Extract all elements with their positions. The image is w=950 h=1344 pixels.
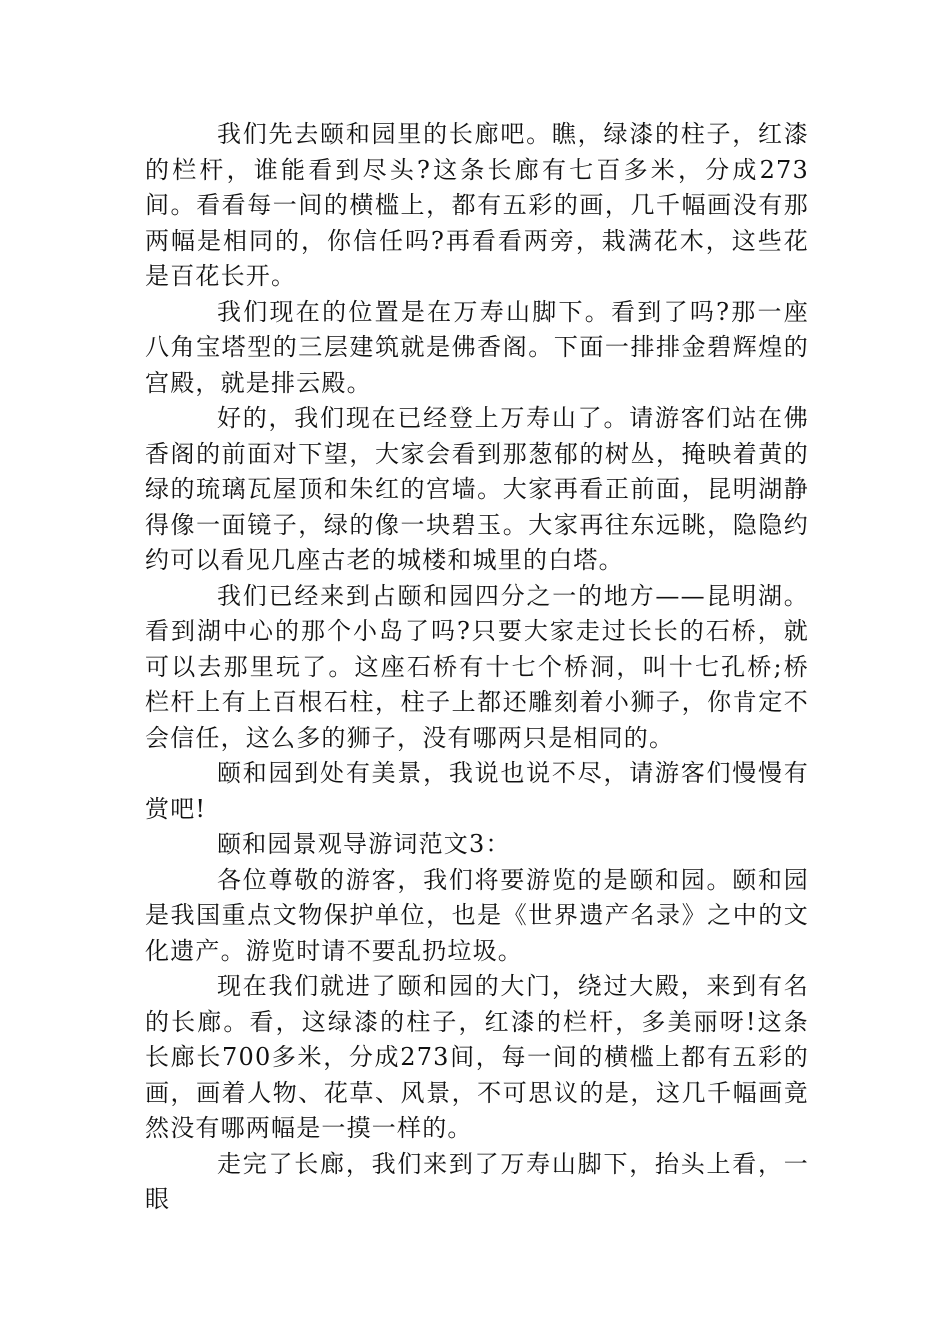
paragraph-hill-view: 好的，我们现在已经登上万寿山了。请游客们站在佛香阁的前面对下望，大家会看到那葱郁的树丛，掩映着黄的绿的琉璃瓦屋顶和朱红的宫墙。大家再看正前面，昆明湖静得像一面镜子，绿的像一块碧玉。大家再往东远眺，隐隐约约可以看见几座古老的城楼和城里的白塔。 bbox=[145, 404, 809, 574]
paragraph-long-corridor: 我们先去颐和园里的长廊吧。瞧，绿漆的柱子，红漆的栏杆，谁能看到尽头?这条长廊有七百多米，分成273间。看看每一间的横槛上，都有五彩的画，几千幅画没有那两幅是相同的，你信任吗?再看看两旁，栽满花木，这些花是百花长开。 bbox=[145, 120, 809, 290]
paragraph-entrance: 现在我们就进了颐和园的大门，绕过大殿，来到有名的长廊。看，这绿漆的柱子，红漆的栏杆，多美丽呀!这条长廊长700多米，分成273间，每一间的横槛上都有五彩的画，画着人物、花草、风景，不可思议的是，这几千幅画竟然没有哪两幅是一摸一样的。 bbox=[145, 972, 809, 1142]
document-body bbox=[145, 117, 809, 1218]
paragraph-hill-approach: 走完了长廊，我们来到了万寿山脚下，抬头上看，一眼 bbox=[145, 1149, 809, 1213]
paragraph-longevity-hill-foot: 我们现在的位置是在万寿山脚下。看到了吗?那一座八角宝塔型的三层建筑就是佛香阁。下面一排排金碧辉煌的宫殿，就是排云殿。 bbox=[145, 297, 809, 397]
paragraph-welcome: 各位尊敬的游客，我们将要游览的是颐和园。颐和园是我国重点文物保护单位，也是《世界遗产名录》之中的文化遗产。游览时请不要乱扔垃圾。 bbox=[145, 865, 809, 965]
section-heading: 颐和园景观导游词范文3： bbox=[217, 830, 511, 858]
paragraph-kunming-lake: 我们已经来到占颐和园四分之一的地方——昆明湖。看到湖中心的那个小岛了吗?只要大家走过长长的石桥，就可以去那里玩了。这座石桥有十七个桥洞，叫十七孔桥;桥栏杆上有上百根石柱，柱子上都还雕刻着小狮子，你肯定不会信任，这么多的狮子，没有哪两只是相同的。 bbox=[145, 581, 809, 752]
paragraph-closing: 颐和园到处有美景，我说也说不尽，请游客们慢慢有赏吧! bbox=[145, 759, 809, 823]
